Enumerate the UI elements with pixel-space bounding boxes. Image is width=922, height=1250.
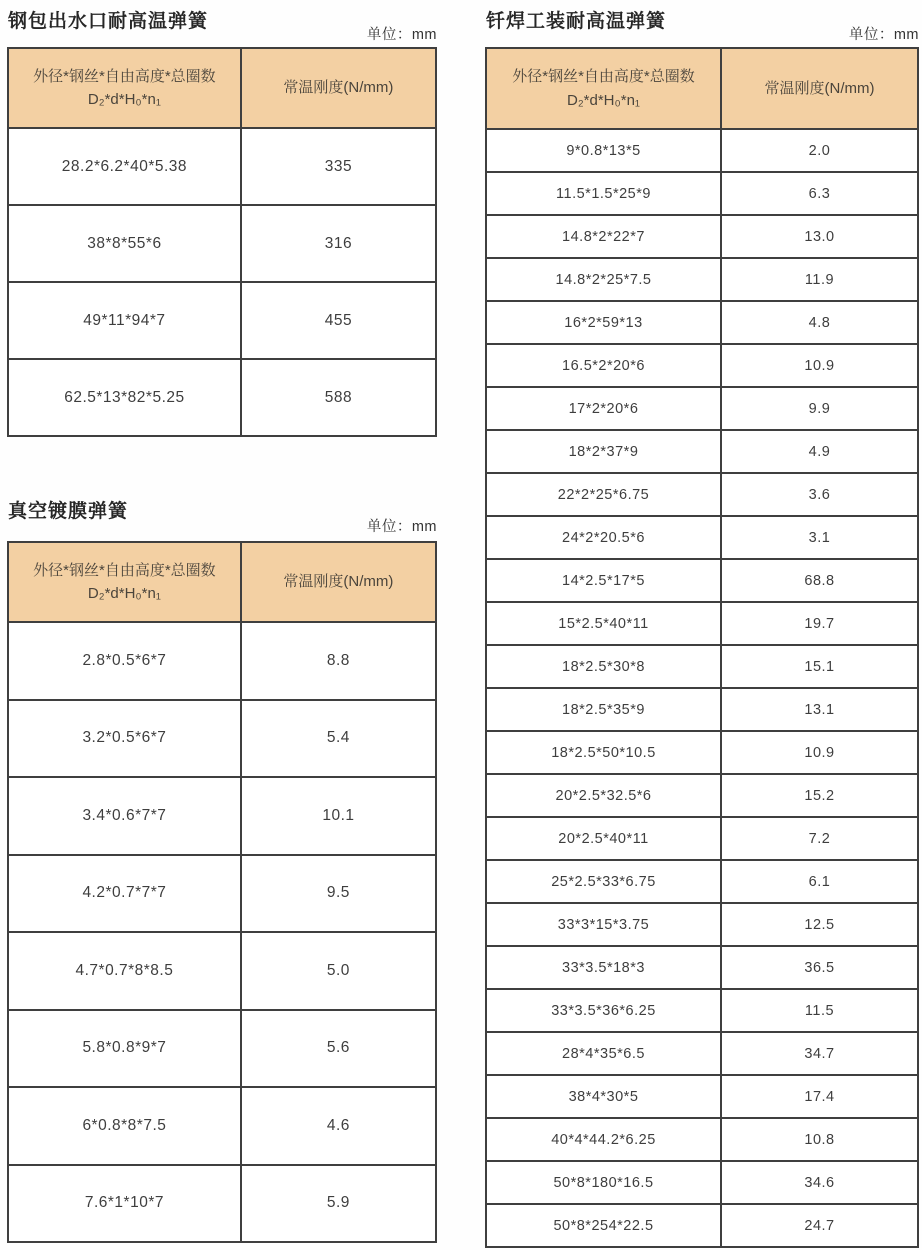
spec-cell: 33*3*15*3.75 [486, 903, 721, 946]
stiffness-header-cell: 常温刚度(N/mm) [241, 48, 436, 128]
stiffness-cell: 36.5 [721, 946, 918, 989]
table-row [486, 860, 918, 903]
stiffness-header-cell: 常温刚度(N/mm) [241, 542, 436, 622]
spec-cell: 9*0.8*13*5 [486, 129, 721, 172]
stiffness-cell: 68.8 [721, 559, 918, 602]
table-row [486, 645, 918, 688]
spec-cell: 33*3.5*36*6.25 [486, 989, 721, 1032]
spec-cell: 7.6*1*10*7 [8, 1165, 241, 1243]
table-row [486, 301, 918, 344]
spec-header-line1: 外径*钢丝*自由高度*总圈数 [33, 67, 216, 85]
spec-header-line1: 外径*钢丝*自由高度*总圈数 [512, 68, 695, 86]
table-row [486, 602, 918, 645]
table-ladle-spring-wrap [7, 47, 437, 437]
table-body [8, 128, 436, 436]
table-row [8, 622, 436, 700]
stiffness-cell: 7.2 [721, 817, 918, 860]
table-row [8, 282, 436, 359]
stiffness-cell: 316 [241, 205, 436, 282]
table-row [8, 1010, 436, 1088]
table-row [486, 387, 918, 430]
stiffness-cell: 17.4 [721, 1075, 918, 1118]
table-row [486, 903, 918, 946]
spec-header-line2: D₂*d*H₀*n₁ [87, 91, 161, 108]
table-row [8, 855, 436, 933]
stiffness-cell: 5.6 [241, 1010, 436, 1088]
table-row [486, 516, 918, 559]
table-row [8, 932, 436, 1010]
spec-cell: 20*2.5*32.5*6 [486, 774, 721, 817]
table-row [486, 559, 918, 602]
table-row [8, 777, 436, 855]
spec-cell: 3.4*0.6*7*7 [8, 777, 241, 855]
spec-cell: 28*4*35*6.5 [486, 1032, 721, 1075]
spec-cell: 40*4*44.2*6.25 [486, 1118, 721, 1161]
unit-label: 单位：mm [366, 519, 437, 535]
table-row [486, 430, 918, 473]
spec-cell: 15*2.5*40*11 [486, 602, 721, 645]
spec-header-cell [8, 48, 241, 128]
spec-cell: 5.8*0.8*9*7 [8, 1010, 241, 1088]
stiffness-cell: 9.5 [241, 855, 436, 933]
spec-cell: 3.2*0.5*6*7 [8, 700, 241, 778]
table-row [486, 1075, 918, 1118]
table-vacuum-coating-spring-wrap [7, 541, 437, 1243]
table-row [486, 1161, 918, 1204]
stiffness-cell: 5.0 [241, 932, 436, 1010]
stiffness-cell: 6.1 [721, 860, 918, 903]
table-row [486, 344, 918, 387]
table-row [8, 1087, 436, 1165]
spec-cell: 18*2.5*30*8 [486, 645, 721, 688]
stiffness-cell: 13.0 [721, 215, 918, 258]
table-row [486, 688, 918, 731]
table-brazing-tooling-spring-wrap [485, 47, 919, 1248]
spec-cell: 22*2*25*6.75 [486, 473, 721, 516]
stiffness-cell: 5.4 [241, 700, 436, 778]
stiffness-cell: 5.9 [241, 1165, 436, 1243]
stiffness-cell: 11.5 [721, 989, 918, 1032]
table-row [486, 129, 918, 172]
table-row [486, 774, 918, 817]
spec-header-line1: 外径*钢丝*自由高度*总圈数 [33, 561, 216, 579]
stiffness-cell: 2.0 [721, 129, 918, 172]
spec-cell: 25*2.5*33*6.75 [486, 860, 721, 903]
stiffness-cell: 10.1 [241, 777, 436, 855]
spec-cell: 38*4*30*5 [486, 1075, 721, 1118]
spec-cell: 20*2.5*40*11 [486, 817, 721, 860]
stiffness-cell: 455 [241, 282, 436, 359]
spec-cell: 50*8*180*16.5 [486, 1161, 721, 1204]
stiffness-cell: 11.9 [721, 258, 918, 301]
stiffness-cell: 4.8 [721, 301, 918, 344]
table-row [486, 1118, 918, 1161]
spec-cell: 33*3.5*18*3 [486, 946, 721, 989]
table-body [486, 129, 918, 1247]
table-row [486, 1032, 918, 1075]
stiffness-cell: 34.6 [721, 1161, 918, 1204]
spec-cell: 49*11*94*7 [8, 282, 241, 359]
table-row [486, 989, 918, 1032]
spec-header-cell [486, 48, 721, 129]
spec-cell: 16.5*2*20*6 [486, 344, 721, 387]
spec-header-line2: D₂*d*H₀*n₁ [567, 91, 640, 109]
unit-label: 单位：mm [848, 27, 919, 43]
stiffness-cell: 10.8 [721, 1118, 918, 1161]
stiffness-cell: 10.9 [721, 731, 918, 774]
table-row [486, 473, 918, 516]
spec-cell: 11.5*1.5*25*9 [486, 172, 721, 215]
spec-cell: 14.8*2*25*7.5 [486, 258, 721, 301]
spec-cell: 4.2*0.7*7*7 [8, 855, 241, 933]
spec-cell: 38*8*55*6 [8, 205, 241, 282]
table-row [8, 359, 436, 436]
spec-header-cell [8, 542, 241, 622]
table-row [486, 817, 918, 860]
table-title-vacuum-coating-spring: 真空镀膜弹簧 [8, 501, 129, 522]
stiffness-cell: 15.2 [721, 774, 918, 817]
stiffness-cell: 335 [241, 128, 436, 205]
spec-cell: 18*2.5*50*10.5 [486, 731, 721, 774]
stiffness-cell: 15.1 [721, 645, 918, 688]
stiffness-header-cell: 常温刚度(N/mm) [721, 48, 918, 129]
spec-cell: 18*2*37*9 [486, 430, 721, 473]
stiffness-cell: 4.6 [241, 1087, 436, 1165]
stiffness-cell: 4.9 [721, 430, 918, 473]
table-title-brazing-tooling-spring: 钎焊工装耐高温弹簧 [486, 11, 667, 32]
table-title-ladle-spring: 钢包出水口耐高温弹簧 [8, 11, 209, 32]
header-row [486, 48, 918, 129]
stiffness-cell: 24.7 [721, 1204, 918, 1247]
table-row [486, 731, 918, 774]
table-ladle-spring [7, 47, 437, 437]
table-row [8, 1165, 436, 1243]
spec-cell: 24*2*20.5*6 [486, 516, 721, 559]
stiffness-cell: 3.6 [721, 473, 918, 516]
table-brazing-tooling-spring [485, 47, 919, 1248]
stiffness-cell: 34.7 [721, 1032, 918, 1075]
stiffness-cell: 9.9 [721, 387, 918, 430]
unit-label: 单位：mm [366, 27, 437, 43]
stiffness-cell: 3.1 [721, 516, 918, 559]
spec-cell: 17*2*20*6 [486, 387, 721, 430]
table-row [8, 128, 436, 205]
spec-cell: 14*2.5*17*5 [486, 559, 721, 602]
header-row [8, 48, 436, 128]
stiffness-cell: 8.8 [241, 622, 436, 700]
table-vacuum-coating-spring [7, 541, 437, 1243]
table-row [486, 172, 918, 215]
table-row [486, 215, 918, 258]
stiffness-cell: 10.9 [721, 344, 918, 387]
spec-cell: 18*2.5*35*9 [486, 688, 721, 731]
stiffness-cell: 6.3 [721, 172, 918, 215]
spec-cell: 14.8*2*22*7 [486, 215, 721, 258]
stiffness-cell: 13.1 [721, 688, 918, 731]
table-row [8, 205, 436, 282]
spec-cell: 50*8*254*22.5 [486, 1204, 721, 1247]
stiffness-cell: 12.5 [721, 903, 918, 946]
table-row [486, 946, 918, 989]
stiffness-cell: 588 [241, 359, 436, 436]
spec-cell: 2.8*0.5*6*7 [8, 622, 241, 700]
table-row [486, 258, 918, 301]
spec-header-line2: D₂*d*H₀*n₁ [87, 585, 161, 602]
stiffness-cell: 19.7 [721, 602, 918, 645]
header-row [8, 542, 436, 622]
table-row [486, 1204, 918, 1247]
spec-cell: 4.7*0.7*8*8.5 [8, 932, 241, 1010]
spec-cell: 16*2*59*13 [486, 301, 721, 344]
spec-cell: 28.2*6.2*40*5.38 [8, 128, 241, 205]
table-body [8, 622, 436, 1242]
spec-cell: 6*0.8*8*7.5 [8, 1087, 241, 1165]
spec-cell: 62.5*13*82*5.25 [8, 359, 241, 436]
table-row [8, 700, 436, 778]
